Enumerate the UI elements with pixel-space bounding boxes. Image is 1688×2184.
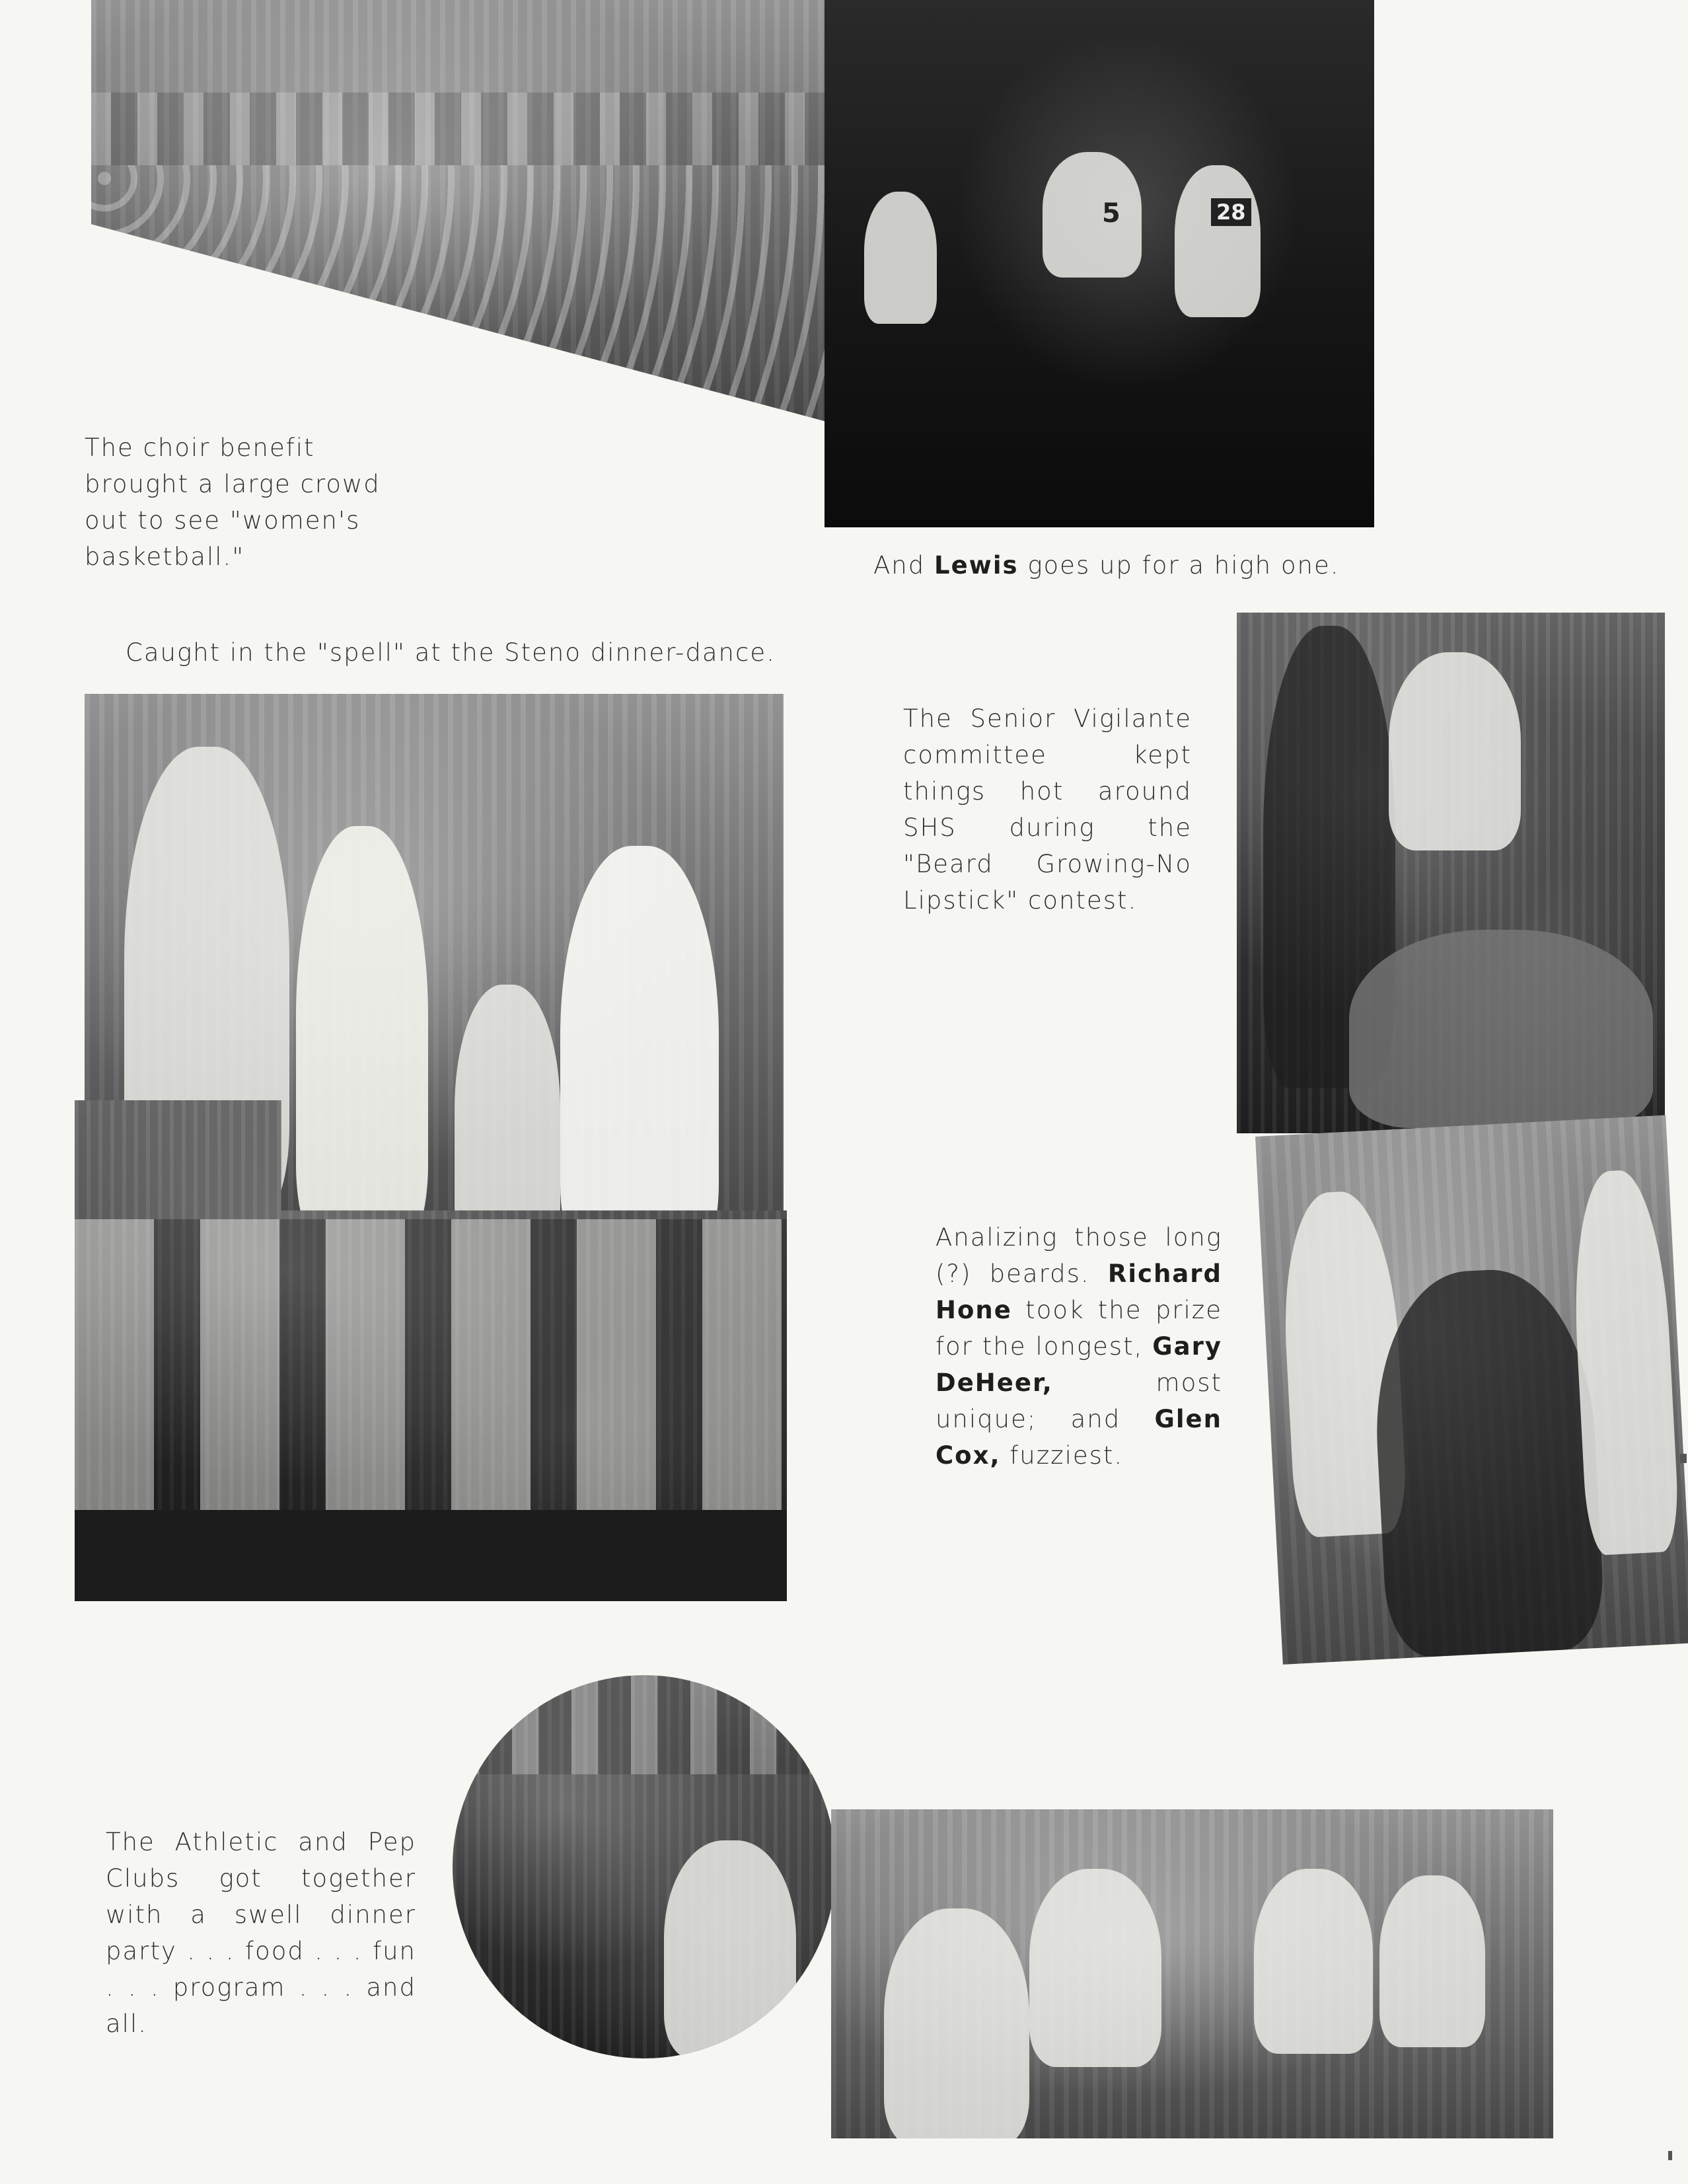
caption-beards-part4: fuzziest. <box>1000 1441 1124 1470</box>
caption-beards-part2: took the prize for the longest, <box>936 1296 1222 1361</box>
caption-beards-name3: Glen Cox, <box>936 1405 1222 1470</box>
caption-athletic-pep: The Athletic and Pep Clubs got together with a swell dinner party . . . food . . . fun . . . program . . . and all. <box>106 1828 416 2038</box>
photo-club-dinner-wide <box>831 1809 1553 2138</box>
photo-basketball-jump <box>825 0 1374 527</box>
caption-choir-benefit: The choir benefit brought a large crowd out to see "women's basketball." <box>85 433 381 571</box>
photo-vigilante-committee <box>1237 613 1665 1133</box>
jersey-number-5: 5 <box>1102 198 1120 229</box>
caption-lewis-suffix: goes up for a high one. <box>1018 551 1340 580</box>
caption-lewis-name: Lewis <box>934 551 1019 580</box>
caption-lewis-prefix: And <box>873 551 935 580</box>
photo-basketball-crowd <box>91 0 831 423</box>
caption-vigilante: The Senior Vigilante committee kept things hot around SHS during the "Beard Growing-No Lipstick" contest. <box>903 704 1192 915</box>
photo-beard-judging <box>1255 1115 1688 1664</box>
caption-beards-name2: Gary DeHeer, <box>936 1332 1222 1397</box>
caption-beards-name1: Richard Hone <box>936 1260 1222 1324</box>
caption-beards <box>936 1219 1222 1474</box>
caption-beards-part1: Analizing those long (?) beards. <box>936 1223 1222 1288</box>
jersey-number-28: 28 <box>1211 198 1251 226</box>
caption-steno-dinner: Caught in the "spell" at the Steno dinner-dance. <box>126 638 776 667</box>
binding-edge-mark <box>1680 1454 1687 1463</box>
binding-edge-mark <box>1668 2151 1672 2160</box>
photo-club-dinner-circle <box>453 1675 836 2058</box>
caption-lewis <box>873 547 1340 584</box>
caption-beards-part3: most unique; and <box>936 1369 1222 1433</box>
